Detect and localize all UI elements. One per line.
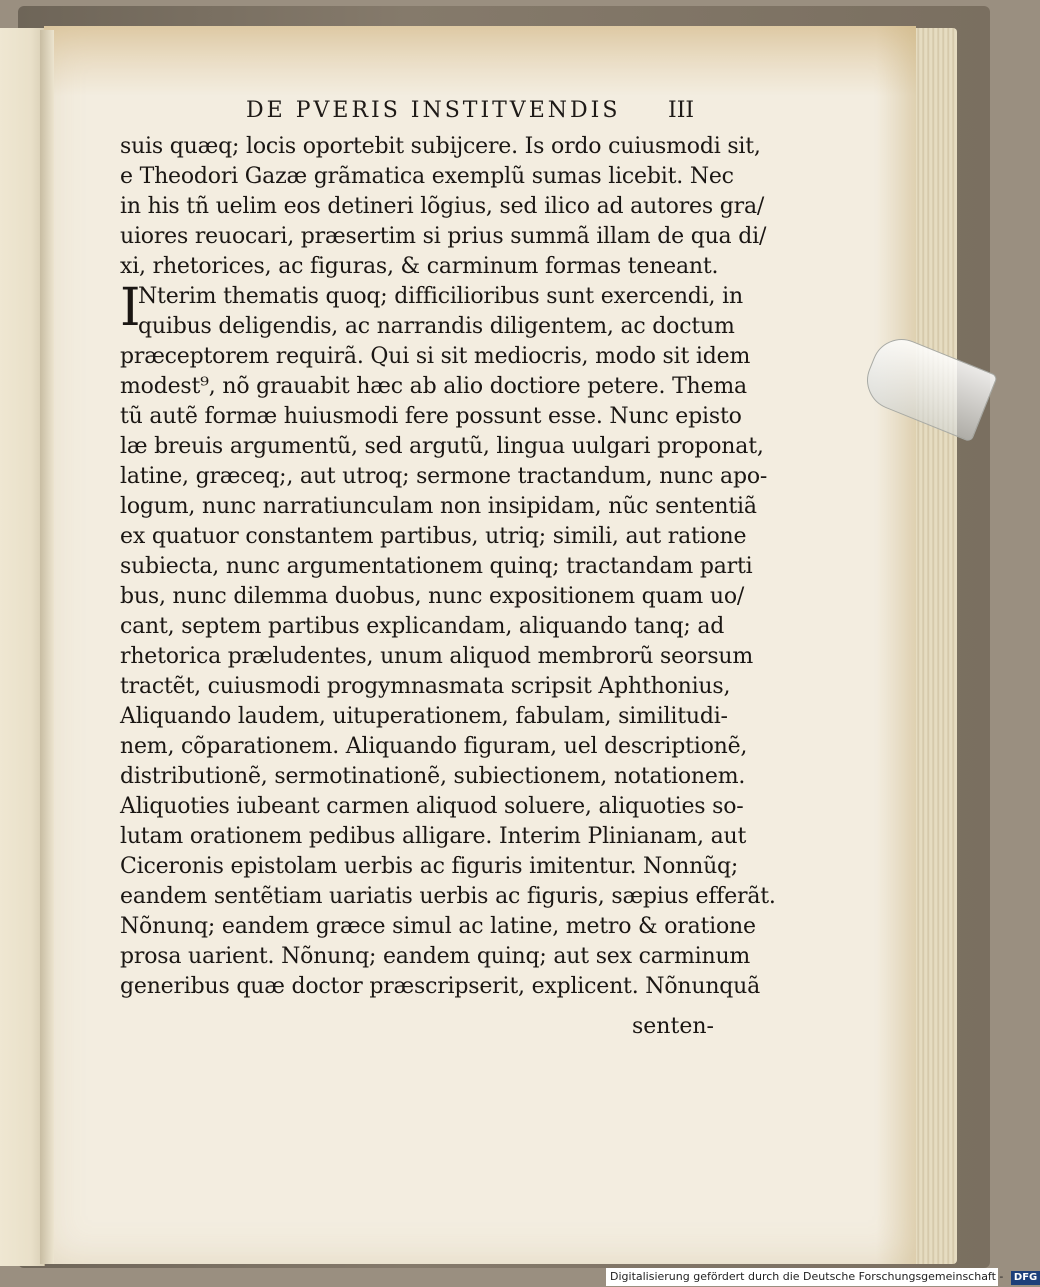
text-line: præceptorem requirã. Qui si sit mediocris, modo sit idem <box>120 344 751 369</box>
text-line: e Theodori Gazæ grãmatica exemplũ sumas licebit. Nec <box>120 164 734 189</box>
text-line: distributionẽ, sermotinationẽ, subiectionem, notationem. <box>120 764 746 789</box>
running-header: DE PVERIS INSTITVENDIS <box>246 98 621 123</box>
text-line: logum, nunc narratiunculam non insipidam, nũc sententiã <box>120 494 757 519</box>
text-line: modest⁹, nõ grauabit hæc ab alio doctiore petere. Thema <box>120 374 747 399</box>
text-line: Ciceronis epistolam uerbis ac figuris imitentur. Nonnũq; <box>120 854 739 879</box>
text-line: cant, septem partibus explicandam, aliquando tanq; ad <box>120 614 725 639</box>
text-line: tũ autẽ formæ huiusmodi fere possunt esse. Nunc episto <box>120 404 742 429</box>
text-line: rhetorica præludentes, unum aliquod membrorũ seorsum <box>120 644 754 669</box>
page-stain-right <box>876 26 916 1264</box>
text-line: suis quæq; locis oportebit subijcere. Is ordo cuiusmodi sit, <box>120 134 761 159</box>
text-line: latine, græceq;, aut utroq; sermone tractandum, nunc apo- <box>120 464 768 489</box>
text-line: uiores reuocari, præsertim si prius summã illam de qua di/ <box>120 224 767 249</box>
text-line: Nõnunq; eandem græce simul ac latine, metro & oratione <box>120 914 756 939</box>
text-line: quibus deligendis, ac narrandis diligentem, ac doctum <box>138 314 735 339</box>
left-page-edge <box>0 28 45 1266</box>
text-line: prosa uarient. Nõnunq; eandem quinq; aut sex carminum <box>120 944 751 969</box>
footer-text: Digitalisierung gefördert durch die Deutsche Forschungsgemeinschaft - <box>610 1270 1004 1283</box>
text-line: Aliquando laudem, uituperationem, fabulam, similitudi- <box>120 704 728 729</box>
text-line: lutam orationem pedibus alligare. Interim Plinianam, aut <box>120 824 747 849</box>
text-line: ex quatuor constantem partibus, utriq; simili, aut ratione <box>120 524 747 549</box>
folio-number: III <box>668 98 695 123</box>
text-line: generibus quæ doctor præscripserit, explicent. Nõnunquã <box>120 974 761 999</box>
digitization-footer <box>606 1268 1038 1286</box>
text-line: subiecta, nunc argumentationem quinq; tractandam parti <box>120 554 753 579</box>
gutter <box>40 30 54 1264</box>
text-line: bus, nunc dilemma duobus, nunc expositionem quam uo/ <box>120 584 745 609</box>
text-line: Aliquoties iubeant carmen aliquod soluere, aliquoties so- <box>120 794 744 819</box>
text-line: tractẽt, cuiusmodi progymnasmata scripsit Aphthonius, <box>120 674 731 699</box>
text-line: xi, rhetorices, ac figuras, & carminum formas teneant. <box>120 254 719 279</box>
main-text-block <box>120 132 776 1002</box>
text-line: Nterim thematis quoq; difficilioribus sunt exercendi, in <box>138 284 743 309</box>
paragraph-start <box>120 278 743 342</box>
catchword: senten- <box>632 1014 714 1039</box>
text-line: eandem sentẽtiam uariatis uerbis ac figuris, sæpius efferãt. <box>120 884 776 909</box>
page-stain <box>44 26 916 96</box>
text-line: læ breuis argumentũ, sed argutũ, lingua uulgari proponat, <box>120 434 764 459</box>
dfg-logo-icon: DFG <box>1011 1271 1040 1285</box>
text-line: in his tñ uelim eos detineri lõgius, sed ilico ad autores gra/ <box>120 194 765 219</box>
drop-initial: I <box>120 278 141 338</box>
text-line: nem, cõparationem. Aliquando figuram, uel descriptionẽ, <box>120 734 748 759</box>
